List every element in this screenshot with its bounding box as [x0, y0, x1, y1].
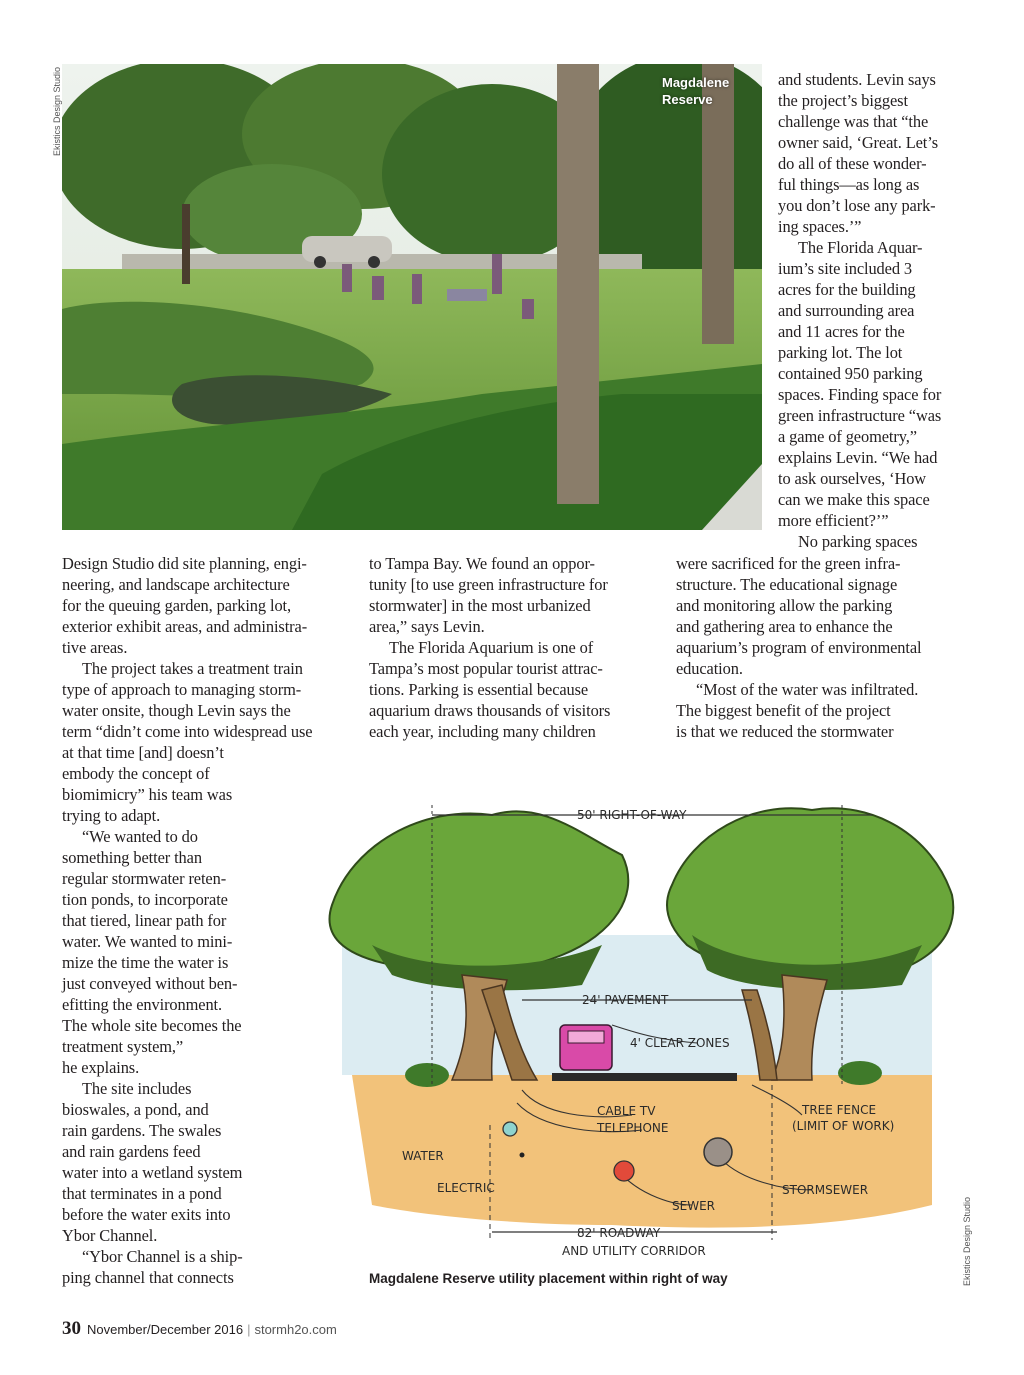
text-line: each year, including many children	[369, 722, 596, 741]
text-line: No parking spaces	[798, 532, 918, 551]
clear-zones-label: 4' CLEAR ZONES	[630, 1036, 730, 1050]
text-line: to Tampa Bay. We found an oppor-	[369, 554, 595, 573]
text-line: you don’t lose any park-	[778, 196, 936, 215]
text-line: The whole site becomes the	[62, 1016, 242, 1035]
top-right-column	[778, 69, 978, 552]
photo-location-label: Magdalene Reserve	[662, 75, 730, 107]
footer-divider: |	[247, 1322, 251, 1337]
text-line: tunity [to use green infrastructure for	[369, 575, 608, 594]
text-line: treatment system,”	[62, 1037, 184, 1056]
right-of-way-diagram	[312, 785, 962, 1265]
right-column	[676, 553, 966, 742]
text-line: education.	[676, 659, 743, 678]
text-line: parking lot. The lot	[778, 343, 903, 362]
left-column	[62, 553, 352, 1288]
text-line: and monitoring allow the parking	[676, 596, 893, 615]
text-line: Design Studio did site planning, engi-	[62, 554, 307, 573]
text-line: The Florida Aquar-	[798, 238, 923, 257]
text-line: neering, and landscape architecture	[62, 575, 290, 594]
utility-corridor-label: AND UTILITY CORRIDOR	[562, 1244, 706, 1258]
text-line: explains Levin. “We had	[778, 448, 938, 467]
text-line: tions. Parking is essential because	[369, 680, 589, 699]
text-line: to ask ourselves, ‘How	[778, 469, 927, 488]
text-line: exterior exhibit areas, and administra-	[62, 617, 308, 636]
roadway-label: 82' ROADWAY	[577, 1226, 661, 1240]
stormsewer-label: STORMSEWER	[782, 1183, 869, 1197]
sketch-credit: Ekistics Design Studio	[962, 1196, 972, 1286]
text-line: The biggest benefit of the project	[676, 701, 891, 720]
telephone-label: TELEPHONE	[597, 1121, 669, 1135]
text-line: The Florida Aquarium is one of	[389, 638, 594, 657]
middle-column	[369, 553, 659, 742]
right-of-way-label: 50' RIGHT-OF-WAY	[577, 808, 687, 822]
text-line: owner said, ‘Great. Let’s	[778, 133, 938, 152]
website-link[interactable]: stormh2o.com	[254, 1322, 337, 1337]
cable-tv-label: CABLE TV	[597, 1104, 656, 1118]
text-line: bioswales, a pond, and	[62, 1100, 209, 1119]
text-line: type of approach to managing storm-	[62, 680, 302, 699]
text-line: were sacrificed for the green infra-	[676, 554, 901, 573]
text-line: tion ponds, to incorporate	[62, 890, 228, 909]
tree-fence-label: TREE FENCE	[802, 1103, 877, 1117]
text-line: ful things—as long as	[778, 175, 920, 194]
text-line: spaces. Finding space for	[778, 385, 942, 404]
text-line: at that time [and] doesn’t	[62, 743, 224, 762]
text-line: more efficient?’”	[778, 511, 889, 530]
text-line: challenge was that “the	[778, 112, 929, 131]
water-label: WATER	[402, 1149, 444, 1163]
text-line: contained 950 parking	[778, 364, 923, 383]
text-line: efitting the environment.	[62, 995, 222, 1014]
text-line: and 11 acres for the	[778, 322, 905, 341]
sewer-label: SEWER	[672, 1199, 715, 1213]
text-line: and surrounding area	[778, 301, 915, 320]
text-line: for the queuing garden, parking lot,	[62, 596, 291, 615]
text-line: aquarium draws thousands of visitors	[369, 701, 611, 720]
text-line: and rain gardens feed	[62, 1142, 201, 1161]
issue-date: November/December 2016	[87, 1322, 244, 1337]
text-line: something better than	[62, 848, 202, 867]
text-line: “We wanted to do	[82, 827, 198, 846]
text-line: and students. Levin says	[778, 70, 936, 89]
text-line: embody the concept of	[62, 764, 210, 783]
pavement-label: 24' PAVEMENT	[582, 993, 669, 1007]
text-line: before the water exits into	[62, 1205, 231, 1224]
text-line: The site includes	[82, 1079, 192, 1098]
text-line: area,” says Levin.	[369, 617, 485, 636]
text-line: just conveyed without ben-	[62, 974, 238, 993]
text-line: stormwater] in the most urbanized	[369, 596, 591, 615]
text-line: Tampa’s most popular tourist attrac-	[369, 659, 603, 678]
text-line: do all of these wonder-	[778, 154, 927, 173]
text-line: trying to adapt.	[62, 806, 161, 825]
text-line: The project takes a treatment train	[82, 659, 303, 678]
text-line: “Most of the water was infiltrated.	[696, 680, 919, 699]
text-line: the project’s biggest	[778, 91, 908, 110]
text-line: and gathering area to enhance the	[676, 617, 893, 636]
text-line: water into a wetland system	[62, 1163, 243, 1182]
text-line: structure. The educational signage	[676, 575, 898, 594]
text-line: biomimicry” his team was	[62, 785, 233, 804]
page-number: 30	[62, 1318, 81, 1339]
text-line: tive areas.	[62, 638, 128, 657]
text-line: that terminates in a pond	[62, 1184, 222, 1203]
page-footer	[62, 1318, 337, 1340]
text-line: regular stormwater reten-	[62, 869, 227, 888]
text-line: acres for the building	[778, 280, 916, 299]
text-line: Ybor Channel.	[62, 1226, 158, 1245]
text-line: a game of geometry,”	[778, 427, 917, 446]
text-line: is that we reduced the stormwater	[676, 722, 894, 741]
text-line: ping channel that connects	[62, 1268, 234, 1287]
electric-label: ELECTRIC	[437, 1181, 495, 1195]
limit-of-work-label: (LIMIT OF WORK)	[792, 1119, 895, 1133]
text-line: he explains.	[62, 1058, 140, 1077]
text-line: “Ybor Channel is a ship-	[82, 1247, 243, 1266]
text-line: green infrastructure “was	[778, 406, 942, 425]
text-line: rain gardens. The swales	[62, 1121, 222, 1140]
figure-caption: Magdalene Reserve utility placement within right of way	[369, 1271, 728, 1286]
utility-placement-sketch	[312, 785, 962, 1265]
text-line: mize the time the water is	[62, 953, 229, 972]
text-line: can we make this space	[778, 490, 930, 509]
park-scene-illustration	[62, 64, 762, 530]
text-line: water. We wanted to mini-	[62, 932, 233, 951]
text-line: term “didn’t come into widespread use	[62, 722, 313, 741]
text-line: that tiered, linear path for	[62, 911, 227, 930]
text-line: water onsite, though Levin says the	[62, 701, 291, 720]
text-line: aquarium’s program of environmental	[676, 638, 922, 657]
photo-credit: Ekistics Design Studio	[52, 66, 62, 156]
magdalene-reserve-photo	[62, 64, 762, 530]
text-line: ium’s site included 3	[778, 259, 913, 278]
text-line: ing spaces.’”	[778, 217, 862, 236]
